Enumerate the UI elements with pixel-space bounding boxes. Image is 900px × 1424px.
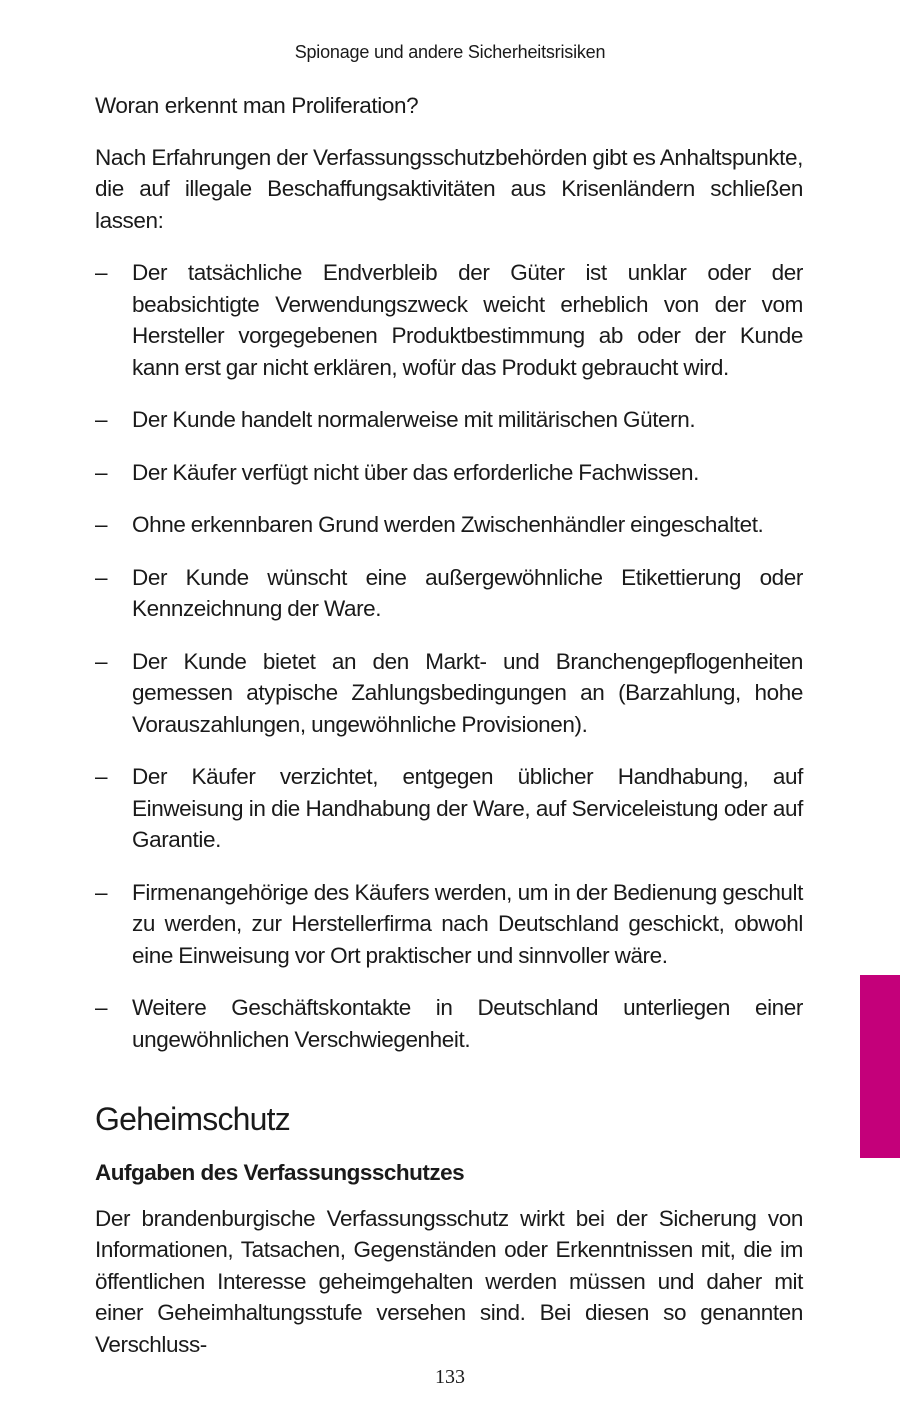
list-item: [95, 562, 803, 625]
list-item: [95, 257, 803, 383]
dash-bullet: –: [95, 879, 108, 905]
list-item-text: Der Käufer verfügt nicht über das erforderliche Fachwissen.: [132, 459, 699, 485]
proliferation-intro: Nach Erfahrungen der Verfassungsschutzbehörden gibt es Anhaltspunkte, die auf illegale Beschaffungsaktivitäten aus Krisenländern schließen lassen:: [95, 144, 803, 233]
dash-bullet: –: [95, 459, 108, 485]
dash-bullet: –: [95, 995, 108, 1020]
list-item-text: Ohne erkennbaren Grund werden Zwischenhändler eingeschaltet.: [132, 512, 764, 537]
list-item: [95, 877, 803, 972]
thumb-index-tab: [860, 975, 900, 1158]
indicator-list: [95, 257, 803, 1055]
list-item-text: Weitere Geschäftskontakte in Deutschland unterliegen einer ungewöhnlichen Verschwiegenheit.: [132, 995, 803, 1052]
list-item: [95, 646, 803, 741]
dash-bullet: –: [95, 764, 108, 789]
page-content: [95, 90, 803, 1360]
list-item-text: Der Kunde wünscht eine außergewöhnliche Etikettierung oder Kennzeichnung der Ware.: [132, 564, 803, 621]
section-subtitle: Aufgaben des Verfassungsschutzes: [95, 1160, 465, 1185]
list-item: [95, 457, 803, 489]
page-number: 133: [435, 1366, 465, 1388]
dash-bullet: –: [95, 564, 108, 590]
section-title: Geheimschutz: [95, 1101, 290, 1137]
dash-bullet: –: [95, 512, 108, 537]
dash-bullet: –: [95, 407, 108, 432]
list-item-text: Der Käufer verzichtet, entgegen üblicher Handhabung, auf Einweisung in die Handhabung der Ware, auf Serviceleistung oder auf Garantie.: [132, 764, 803, 852]
dash-bullet: –: [95, 260, 108, 285]
list-item-text: Firmenangehörige des Käufers werden, um in der Bedienung geschult zu werden, zur Herstellerfirma nach Deutschland geschickt, obwohl eine Einweisung vor Ort praktischer und sinnvoller wäre.: [132, 879, 803, 968]
proliferation-question: Woran erkennt man Proliferation?: [95, 93, 419, 118]
list-item: [95, 992, 803, 1055]
list-item-text: Der Kunde handelt normalerweise mit militärischen Gütern.: [132, 407, 696, 432]
body-paragraph: Der brandenburgische Verfassungsschutz wirkt bei der Sicherung von Informationen, Tatsachen, Gegenständen oder Erkenntnissen mit, die im öffentlichen Interesse geheimgehalten werden müssen und daher mit einer Geheimhaltungsstufe versehen sind. Bei diesen so genannten Verschluss-: [95, 1205, 803, 1357]
list-item-text: Der Kunde bietet an den Markt- und Branchengepflogenheiten gemessen atypische Zahlungsbedingungen an (Barzahlung, hohe Vorauszahlungen, ungewöhnliche Provisionen).: [132, 648, 803, 737]
list-item-text: Der tatsächliche Endverbleib der Güter ist unklar oder der beabsichtigte Verwendungszweck weicht erheblich von der vom Hersteller vorgegebenen Produktbestimmung ab oder der Kunde kann erst gar nicht erklären, wofür das Produkt gebraucht wird.: [132, 260, 803, 380]
list-item: [95, 404, 803, 436]
running-head: Spionage und andere Sicherheitsrisiken: [294, 42, 606, 62]
dash-bullet: –: [95, 648, 108, 674]
list-item: [95, 509, 803, 541]
list-item: [95, 761, 803, 856]
